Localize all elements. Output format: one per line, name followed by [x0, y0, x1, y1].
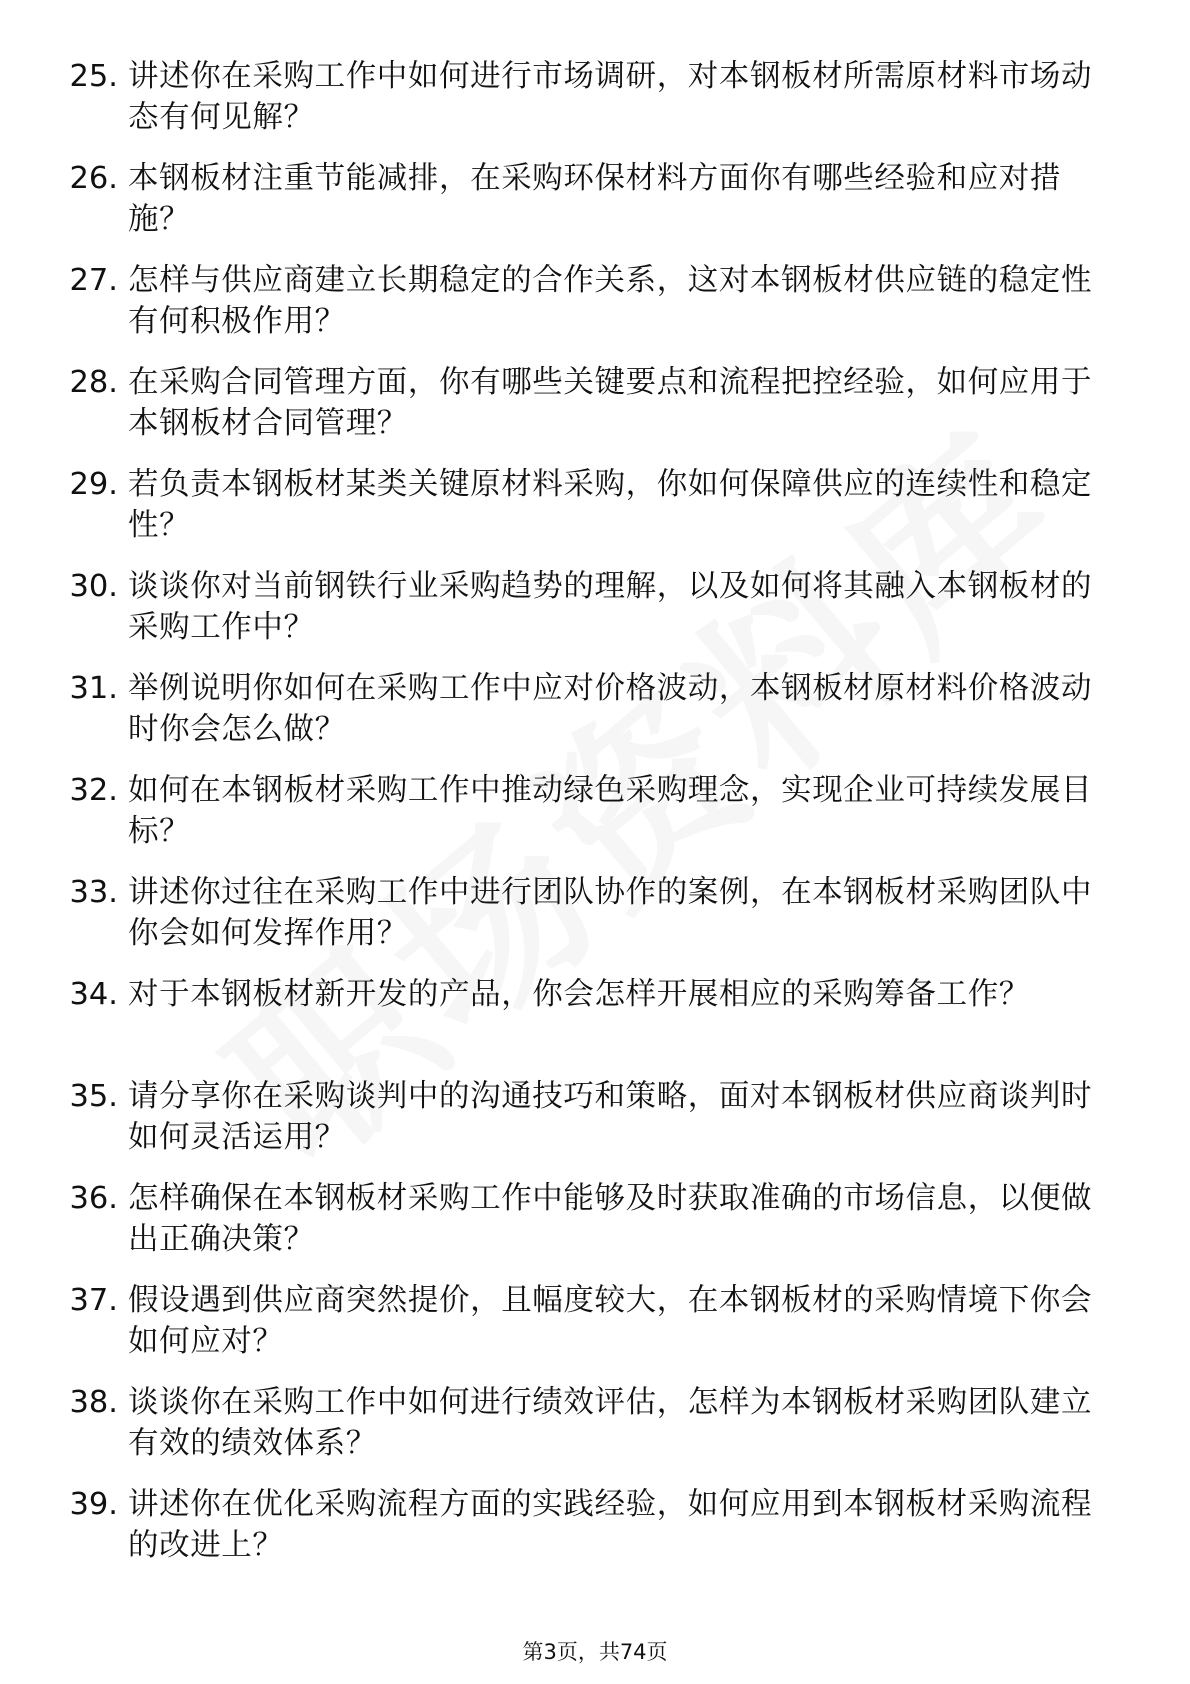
- question-number: 34.: [69, 977, 118, 1012]
- question-item: [54, 1280, 1114, 1382]
- question-number: 37.: [69, 1283, 118, 1318]
- question-item: [54, 668, 1114, 770]
- question-item: [54, 1484, 1114, 1586]
- question-item: [54, 464, 1114, 566]
- question-text: 请分享你在采购谈判中的沟通技巧和策略，面对本钢板材供应商谈判时如何灵活运用？: [128, 1079, 1093, 1155]
- question-text: 讲述你在采购工作中如何进行市场调研，对本钢板材所需原材料市场动态有何见解？: [128, 59, 1093, 135]
- question-number: 33.: [69, 875, 118, 910]
- question-number: 29.: [69, 467, 118, 502]
- question-number: 39.: [69, 1487, 118, 1522]
- question-text: 谈谈你对当前钢铁行业采购趋势的理解，以及如何将其融入本钢板材的采购工作中？: [128, 569, 1093, 645]
- question-list: [54, 56, 1114, 1586]
- question-item: [54, 260, 1114, 362]
- question-number: 38.: [69, 1385, 118, 1420]
- question-item: [54, 770, 1114, 872]
- question-number: 31.: [69, 671, 118, 706]
- question-number: 35.: [69, 1079, 118, 1114]
- question-number: 36.: [69, 1181, 118, 1216]
- question-number: 27.: [69, 263, 118, 298]
- question-text: 谈谈你在采购工作中如何进行绩效评估，怎样为本钢板材采购团队建立有效的绩效体系？: [128, 1385, 1093, 1461]
- question-item: [54, 872, 1114, 974]
- question-item: [54, 974, 1114, 1076]
- question-text: 假设遇到供应商突然提价，且幅度较大，在本钢板材的采购情境下你会如何应对？: [128, 1283, 1093, 1359]
- question-item: [54, 158, 1114, 260]
- question-text: 若负责本钢板材某类关键原材料采购，你如何保障供应的连续性和稳定性？: [128, 467, 1093, 543]
- question-item: [54, 1076, 1114, 1178]
- question-item: [54, 56, 1114, 158]
- question-item: [54, 1178, 1114, 1280]
- question-text: 讲述你过往在采购工作中进行团队协作的案例，在本钢板材采购团队中你会如何发挥作用？: [128, 875, 1093, 951]
- question-item: [54, 362, 1114, 464]
- question-text: 在采购合同管理方面，你有哪些关键要点和流程把控经验，如何应用于本钢板材合同管理？: [128, 365, 1093, 441]
- page-number-footer: 第3页，共74页: [522, 1640, 668, 1664]
- question-text: 对于本钢板材新开发的产品，你会怎样开展相应的采购筹备工作？: [128, 977, 1030, 1012]
- question-text: 如何在本钢板材采购工作中推动绿色采购理念，实现企业可持续发展目标？: [128, 773, 1093, 849]
- question-number: 25.: [69, 59, 118, 94]
- question-item: [54, 1382, 1114, 1484]
- question-text: 本钢板材注重节能减排，在采购环保材料方面你有哪些经验和应对措施？: [128, 161, 1061, 237]
- question-number: 26.: [69, 161, 118, 196]
- question-text: 怎样与供应商建立长期稳定的合作关系，这对本钢板材供应链的稳定性有何积极作用？: [128, 263, 1093, 339]
- question-number: 32.: [69, 773, 118, 808]
- question-number: 28.: [69, 365, 118, 400]
- question-number: 30.: [69, 569, 118, 604]
- question-text: 举例说明你如何在采购工作中应对价格波动，本钢板材原材料价格波动时你会怎么做？: [128, 671, 1093, 747]
- question-text: 讲述你在优化采购流程方面的实践经验，如何应用到本钢板材采购流程的改进上？: [128, 1487, 1093, 1563]
- question-item: [54, 566, 1114, 668]
- question-text: 怎样确保在本钢板材采购工作中能够及时获取准确的市场信息，以便做出正确决策？: [128, 1181, 1093, 1257]
